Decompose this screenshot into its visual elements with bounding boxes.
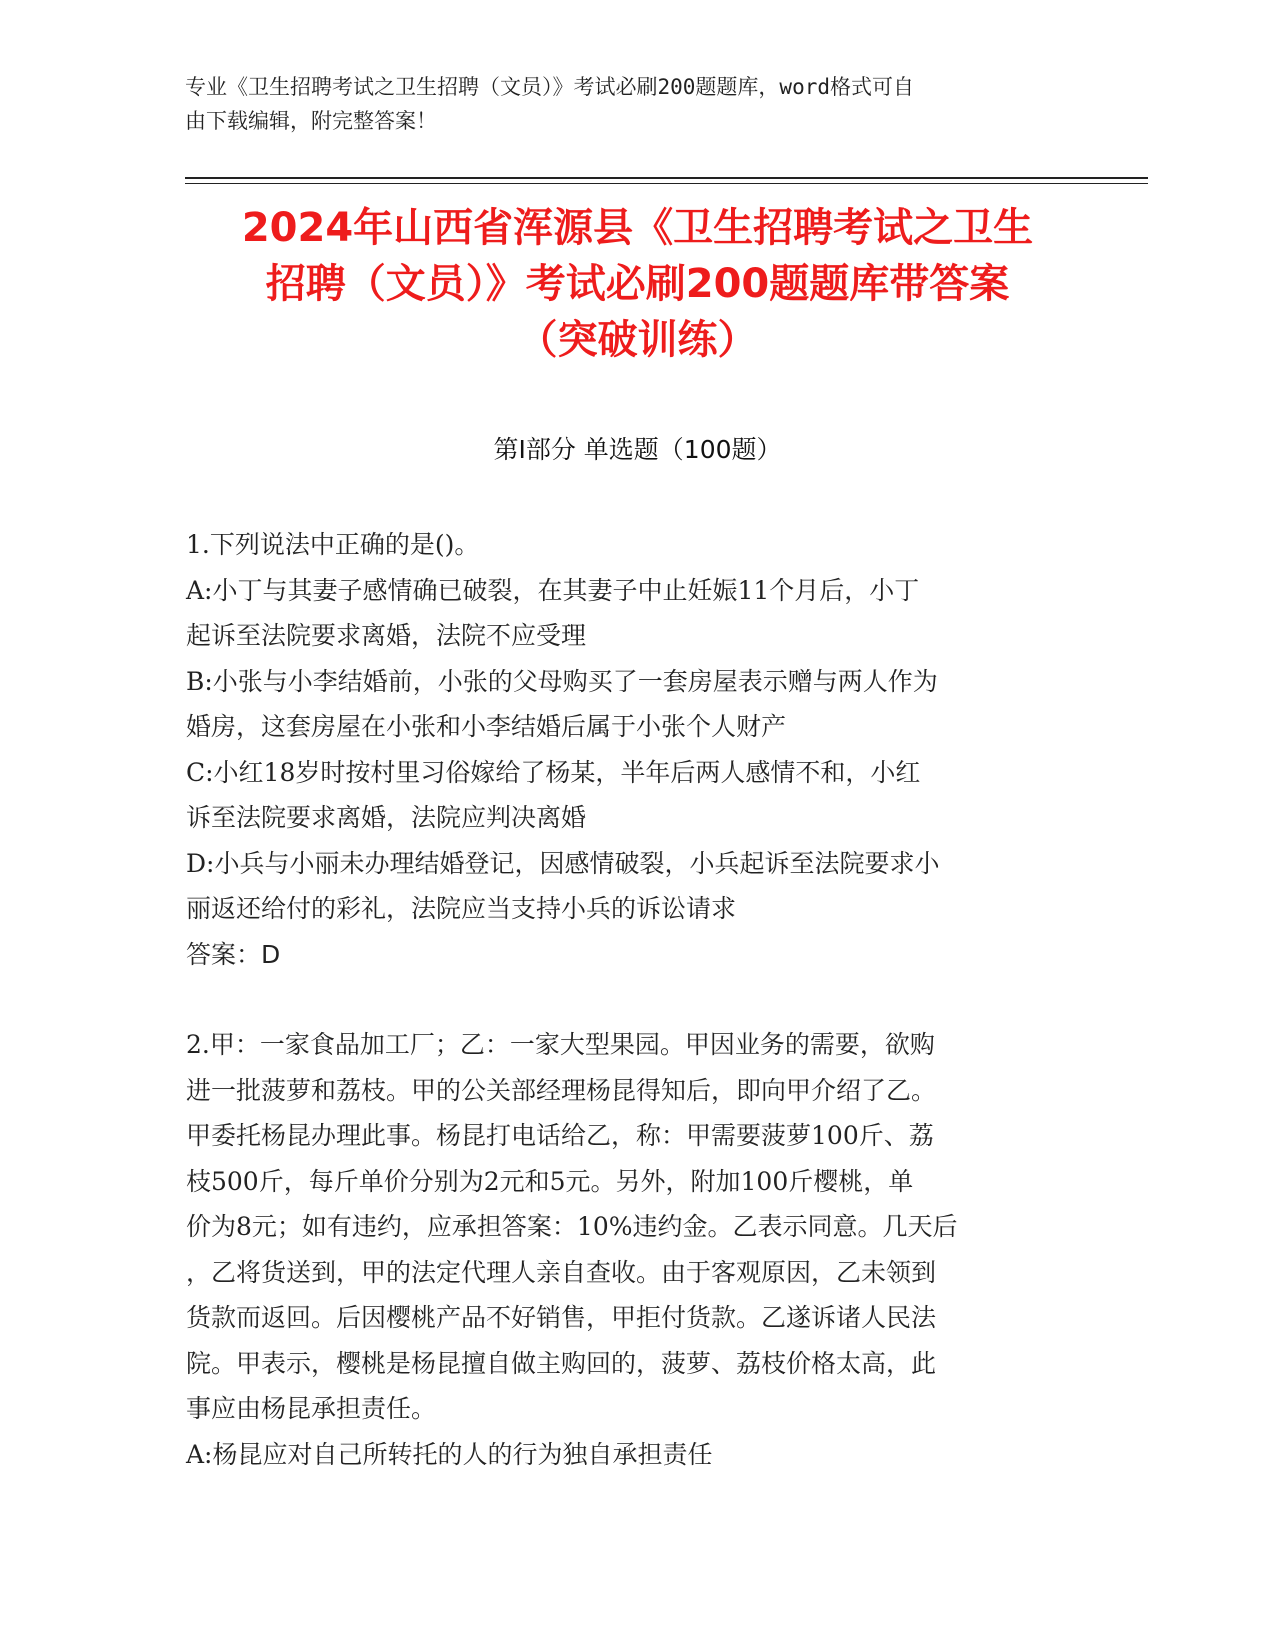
question-2-option-a: A:杨昆应对自己所转托的人的行为独自承担责任 (186, 1439, 713, 1469)
header-note-line-2: 由下载编辑，附完整答案！ (185, 109, 437, 133)
title-line-2: 招聘（文员）》考试必刷200题题库带答案 (265, 261, 1010, 307)
question-1-option-d-cont: 丽返还给付的彩礼，法院应当支持小兵的诉讼请求 (186, 894, 737, 923)
question-2-stem-line-5: 价为8元；如有违约，应承担答案：10%违约金。乙表示同意。几天后 (186, 1212, 958, 1241)
question-2-stem-line-1: 2.甲：一家食品加工厂；乙：一家大型果园。甲因业务的需要，欲购 (186, 1030, 935, 1059)
question-2 (186, 1022, 1091, 1477)
question-1-option-a-cont: 起诉至法院要求离婚，法院不应受理 (186, 621, 587, 650)
question-1-option-b-cont: 婚房，这套房屋在小张和小李结婚后属于小张个人财产 (186, 712, 787, 741)
question-1-stem: 1.下列说法中正确的是()。 (186, 530, 480, 559)
question-1-option-d: D:小兵与小丽未办理结婚登记，因感情破裂，小兵起诉至法院要求小 (186, 848, 940, 878)
question-1-answer: 答案：D (186, 939, 281, 969)
header-note (185, 70, 1085, 138)
question-2-stem-line-3: 甲委托杨昆办理此事。杨昆打电话给乙，称：甲需要菠萝100斤、荔 (186, 1121, 934, 1150)
title-line-3: （突破训练） (517, 317, 758, 363)
question-list (186, 522, 1091, 1477)
question-2-stem-line-6: ，乙将货送到，甲的法定代理人亲自查收。由于客观原因，乙未领到 (186, 1257, 937, 1287)
section-heading: 第I部分 单选题（100题） (493, 435, 782, 464)
title-line-1: 2024年山西省浑源县《卫生招聘考试之卫生 (241, 205, 1034, 251)
question-2-stem-line-2: 进一批菠萝和荔枝。甲的公关部经理杨昆得知后，即向甲介绍了乙。 (186, 1075, 937, 1105)
question-2-stem-line-4: 枝500斤，每斤单价分别为2元和5元。另外，附加100斤樱桃，单 (186, 1166, 914, 1196)
question-2-stem-line-9: 事应由杨昆承担责任。 (186, 1394, 437, 1423)
header-divider-thin (185, 183, 1148, 184)
document-title (150, 200, 1125, 368)
question-2-stem-line-8: 院。甲表示，樱桃是杨昆擅自做主购回的，菠萝、荔枝价格太高，此 (186, 1348, 937, 1378)
question-1-option-c: C:小红18岁时按村里习俗嫁给了杨某，半年后两人感情不和，小红 (186, 757, 921, 787)
question-spacer (186, 977, 1091, 1022)
question-1-option-a: A:小丁与其妻子感情确已破裂，在其妻子中止妊娠11个月后，小丁 (186, 575, 920, 605)
question-2-stem-line-7: 货款而返回。后因樱桃产品不好销售，甲拒付货款。乙遂诉诸人民法 (186, 1303, 937, 1332)
question-1 (186, 522, 1091, 977)
header-divider-thick (185, 177, 1148, 179)
header-note-line-1: 专业《卫生招聘考试之卫生招聘（文员）》考试必刷200题题库，word格式可自 (185, 75, 914, 99)
question-1-option-c-cont: 诉至法院要求离婚，法院应判决离婚 (186, 803, 587, 832)
question-1-option-b: B:小张与小李结婚前，小张的父母购买了一套房屋表示赠与两人作为 (186, 666, 938, 696)
